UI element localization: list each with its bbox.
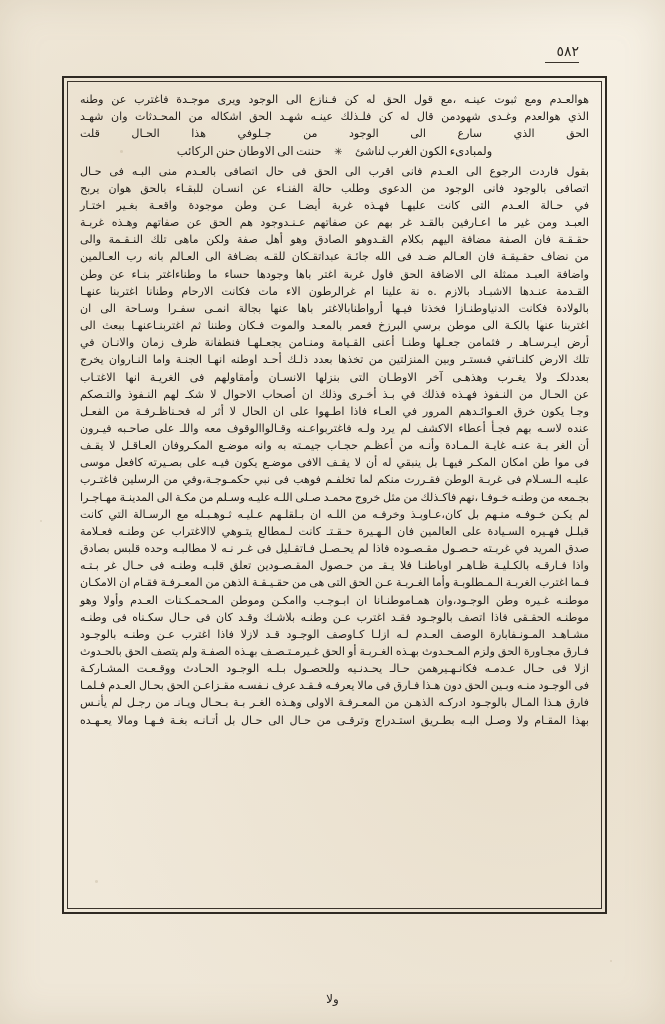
line: من نضاف حقـيقـة فان العـالم ضـد فى الله جائـة عبداتقـكان للقـه بضـافة الى العـالم بانه رب العـالمين	[80, 250, 589, 264]
line: حقـقـة فان الصفة مضافة اليهم بكلام القـدوهو الصادق وهو أهل صفة ولكن ماهى تلك النـقـمة والى	[80, 233, 589, 247]
line: اغتربنا عنها بالكـة الى موطن برسي البرزخ فعمر بالمعـد والموت فـكان وطننا ثم اغتربنـاعنهـا ببعث الى	[80, 319, 589, 333]
line: أرض ايـرسـاهـ ر فثمامن جعـلها وطنـا أعنى القـيامة ومنـامن يجعـلهـا فنطفانة ظرف زمان والانـان في	[80, 336, 589, 350]
line: أن الغر بـة عنـه غايـة الـمـادة وأنـه من أعظـم حجـاب جيمـته به وانه موضـع المكـروفان العـاقـل لا يقـف	[80, 439, 589, 453]
text-frame-outer	[62, 76, 607, 914]
line: موطنـه الحقـقى فاذا اتصف بالوجـود فقـد اغترب عـن وطنـه بلاشـك وقـد كان فى حـال سكـناه فى وطنـه	[80, 610, 589, 624]
line: واذا فـارقـه بالكـليـة ظـاهـر اوباطنـا فلا يـقـ من حـصول المقـصـودين تعلق قلبـه وطنـه فى حـال غر بـتـه	[80, 559, 589, 573]
line: ازلا فى حـال عـدمـه فكانـهـيرهمن حـالـ يحـدنـيه وللحصـول بـلـه الوجـود الحـادث ووقـعـت المشـاركـة	[80, 662, 589, 676]
folio-underline	[545, 62, 579, 63]
line: في حـالة العـدم التى كانت عليهـا فهـذه غربة أيضـا عـن وطن موجودة واقعـة بغـير اختـار	[80, 198, 589, 212]
section-heading	[80, 143, 589, 161]
section-heading-left: حننت الى الاوطان حنن الركائب	[176, 144, 322, 159]
line: قبلـل فهـيره السـيادة على العالمين فان الـهـيرة حـقـتـ كانت لـمطالع يتـوهي لاالاغتراب عن وطنـه فعـلامة	[80, 524, 589, 538]
line: بجـمعه من وطنـه خـوفـا ،نهم فاكـذلك من مثل خروج محمـد صـلى اللـه عليـه وسـلم من مكـة الى المدينـة مهـاجـرا	[80, 490, 589, 504]
line: العبـد ومن غير ما اعـارفين بالقـد غر بهم عن صفاتهم عـنـدوجود هم الحق عن صفاتهم وهـذه غربـة	[80, 216, 589, 230]
line: عنده لاسـه بهم فجـأ أعطاء الاكشف لم يرد ولـه فاغتربواعـنه وقـالواالوقوف معه واللـ على صاحـبه فيـرون	[80, 421, 589, 435]
line: فى موا طن امكان المكـر فيهـا بل ينبقي له أن لا يقـف الافى موضـع يكون فيـه على بصـيرته كافعل موسى	[80, 456, 589, 470]
line: صدق المريد في غربـته حـصـول مقـصـوده فاذا لم يحـصـل فـاتقـليل فى غـر نـه لا مطالبـه وحده قلبس بصادق	[80, 542, 589, 556]
line: اتصافى بالوجود فانى الوجود من الدعوى وطلب حالة الفنـاء عن انسـان للبقـاء بالحق هوان يربح	[80, 181, 589, 195]
line: بعددلكـ ولا يغـرب وهذهـى آخر الاوطـان التى بنزلها الانسـان وأمقاولهم فى الغريـة انها الاغتـاب	[80, 370, 589, 384]
line: فى الوجـود منـه وبـين الحق دون هـذا فـارق فى مالا يعرفـه فـقـد عرف نـفسـه مقـزاعـن الحق بحـال العـدم فـلمـا	[80, 679, 589, 693]
line: عن الحـال من النـفوذ فهـذه فذلك في بـذ أخـرى وذلك ان أصحاب الاحوال لا شكـ لهم النـفوذ والتـصكم	[80, 387, 589, 401]
body-text	[80, 91, 589, 729]
line: القـدمة عنـدها الاشبـاد بالازم .ه نة علينا ام غرالرطون الاء مات فكانت الارحام وطنانا اغتربنا عنهـا	[80, 284, 589, 298]
line: واضافة العبـد ممثلة الى الاضافة الحق فاول غربة اغتر باها وجودها حساء ما وطناءاغتر بنـاء عن وطن	[80, 267, 589, 281]
line: بالولادة فكانت الدنياوطنـازا فخذنا فيـها أرواطنابالاغتر باها عنها بجالة انمـى سفـرا وسـاحة الى ان	[80, 301, 589, 315]
line: بقول فاردت الرجوع الى العـدم فانى اقرب الى الحق فى حال اتصافى بالعـدم منى البـه فى حـال	[80, 164, 589, 178]
text-frame-inner	[67, 81, 602, 909]
section-heading-right: ولمبادىء الكون الغرب لناشئ	[355, 144, 493, 159]
folio-number: ٥٨٢	[556, 44, 579, 60]
line: مشـاهـد المـونـفابارة الوصف العـدم لـه ازلـا كـاوصف الوجـود قـد لازلا فاذا اغترب عـن وطنـه بالوجـود	[80, 627, 589, 641]
line: موطنـه غـيره وطن الوجـود،وان همـاموطنـانا ان ابـوجـب واامكـن وموطن المـحمـكـنات العـدم وأولا وهو	[80, 593, 589, 607]
ink-speck	[40, 520, 42, 522]
line: فـارق مجـاورة الحق ولزم المـحـدوث بهـذه الغـربـة أو الحق غـيرمـتـصـف بهـذه الصفـة ولم يتصف الحق بالحـدوث	[80, 645, 589, 658]
catchword: ولا	[326, 992, 339, 1006]
line: الحق الذي سارع الى الوجود من جـلوفي هذا الحـال قلت	[80, 127, 589, 141]
folio-number-block	[545, 44, 579, 63]
star-icon: ✳	[334, 147, 343, 159]
line: بهذا المقـام ولا وصـل البـه بطـريق استـدراج وترقـى من حـال الى حـال بل أتـانـه بغـة فـهـا ومالا يعـهـده	[80, 713, 589, 727]
line: الذي هوالعدم وغـدى شهودمن قال له كن فلـذلك عينـه شهـد الحق اشكاله من المحـدثات وان شهـد	[80, 110, 589, 124]
line: وجـا يكون خرق العـوائـدهم المرور في العـاء فاذا اطـهوا على ان الحال لا أثر له فحـناظـرفـة من الفعـل	[80, 404, 589, 418]
line: فـما اغترب الغربـة الـمـطلوبـة وأما الغـربـة عـن الحق التى هى من حقـيـقـة الذهن من المعـرفـة فقـام ان الامكـان	[80, 576, 589, 590]
line: تلك الارض كلنـاتفي فىستـر وبين المنزلتين من تخذها بعدد ذلـك أحـد اوطنه انهـا الجنـة واما النـاروان يخرج	[80, 353, 589, 367]
line: هوالعـدم ومع ثبوت عينـه ،مع قول الحق له كن فـنازع الى الوجود ويرى موجـدة فاغترب عن وطنه	[80, 93, 589, 106]
line: لم يكـن خـوفـه منـهم بل كان،عـاوبـذ وخرفـه من اللـه ان بـلقلـهم عـليـه ثـوهـبـله مع الرسـالة التي كانت	[80, 507, 589, 521]
ink-speck	[610, 960, 612, 962]
line: فارق هـذا المـال بالوجـود ادركـه الذهـن من المعـرفـة الاولى وهـذه الغـر بـة بـحـال ويـانـ من رجـل لم يأنـس	[80, 696, 589, 710]
line: عليـه الـسـلام فى غربـة الوطن فقـررت منكم لما تخلفـم فوهب فى نبي حكمـوجـة،وفي من الرسلين فاغتـرب	[80, 473, 589, 487]
